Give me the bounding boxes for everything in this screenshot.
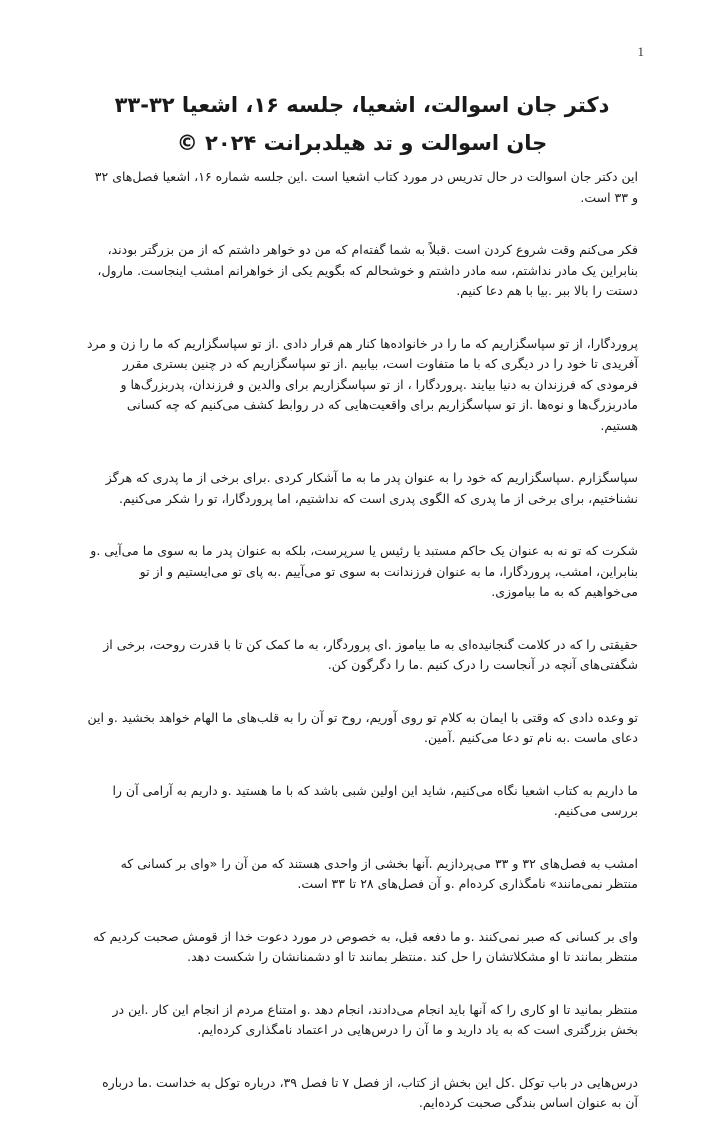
document-title (70, 86, 654, 162)
paragraph-woe-waiting: وای بر کسانی که صبر نمی‌کنند .و ما دفعه قبل، به خصوص در مورد دعوت خدا از قومش صحبت کردیم که منتظر بمانند تا او مشکلاتشان را حل کند .منتظر بمانند تا او دشمنانشان را شکست دهد. (93, 928, 638, 964)
paragraph-chapters-32-33: امشب به فصل‌های ۳۲ و ۳۳ می‌پردازیم .آنها بخشی از واحدی هستند که من آن را «وای بر کسانی که منتظر نمی‌مانند» نامگذاری کرده‌ام .و آن فصل‌های ۲۸ تا ۳۳ است. (120, 855, 638, 891)
page-number: 1 (637, 44, 644, 59)
paragraph-prayer-families: پروردگارا، از تو سپاسگزاریم که ما را در خانواده‌ها کنار هم قرار دادی .از تو سپاسگزاریم که ما را زن و مرد آفریدی تا خود را در دیگری که با ما متفاوت است، بیابیم .از تو سپاسگزاریم که در چنین بستری مقرر فرمودی که فرزندان به دنیا بیایند .پروردگارا ، از تو سپاسگزاریم برای والدین و فرزندان، پدربزرگ‌ها و مادربزرگ‌ها و نوه‌ها .از تو سپاسگزاریم برای واقعیت‌هایی که در روابط کشف می‌کنیم که چه کسانی هستیم. (87, 335, 638, 433)
paragraph-lessons-trust: منتظر بمانید تا او کاری را که آنها باید انجام می‌دادند، انجام دهد .و امتناع مردم از انجام این کار .این در بخش بزرگتری است که به یاد دارید و ما آن را درس‌هایی در اعتماد نامگذاری کرده‌ایم. (112, 1001, 638, 1037)
paragraph-prayer-amen: تو وعده دادی که وقتی با ایمان به کلام تو روی آوریم، روح تو آن را به قلب‌های ما الهام خواهد بخشید .و این دعای ماست .به نام تو دعا می‌کنیم .آمین. (87, 709, 638, 745)
paragraph-trust-section: درس‌هایی در باب توکل .کل این بخش از کتاب، از فصل ۷ تا فصل ۳۹، درباره توکل به خداست .ما درباره آن به عنوان اساس بندگی صحبت کرده‌ایم. (102, 1074, 638, 1110)
paragraph-intro: این دکتر جان اسوالت در حال تدریس در مورد کتاب اشعیا است .این جلسه شماره ۱۶، اشعیا فصل‌های ۳۲ و ۳۳ است. (94, 169, 638, 205)
paragraph-prayer-truth: حقیقتی را که در کلامت گنجانیده‌ای به ما بیاموز .ای پروردگار، به ما کمک کن تا با قدرت روحت، برخی از شگفتی‌های آنچه در آنجاست را درک کنیم .ما را دگرگون کن. (103, 636, 638, 672)
title-line-2: جان اسوالت و تد هیلدبرانت ۲۰۲۴ © (176, 131, 548, 155)
paragraph-sisters: فکر می‌کنم وقت شروع کردن است .قبلاً به شما گفته‌ام که من دو خواهر داشتم که از من بزرگتر بودند، بنابراین یک مادر نداشتم، سه مادر داشتم و خوشحالم که بگویم یکی از خواهرانم امشب اینجاست. مارول، دستت را بالا ببر .بیا با هم دعا کنیم. (97, 242, 638, 298)
paragraph-isaiah-look: ما داریم به کتاب اشعیا نگاه می‌کنیم، شاید این اولین شبی باشد که با ما هستید .و داریم به آرامی آن را بررسی می‌کنیم. (112, 782, 638, 818)
title-line-1: دکتر جان اسوالت، اشعیا، جلسه ۱۶، اشعیا ۳۲-۳۳ (114, 93, 610, 117)
paragraph-prayer-father: سپاسگزارم .سپاسگزاریم که خود را به عنوان پدر ما به ما آشکار کردی .برای برخی از ما پدری که هرگز نشناختیم، برای برخی از ما پدری که الگوی پدری است که نداشتیم، اما پروردگارا، تو را شکر می‌کنیم. (105, 470, 638, 506)
document-body (86, 167, 638, 1146)
paragraph-prayer-children: شکرت که تو نه به عنوان یک حاکم مستبد یا رئیس یا سرپرست، بلکه به عنوان پدر ما به سوی ما می‌آیی .و بنابراین، امشب، پروردگارا، ما به عنوان فرزندانت به سوی تو می‌آییم .به پای تو می‌ایستیم و از تو می‌خواهیم که به ما بیاموزی. (90, 543, 638, 599)
